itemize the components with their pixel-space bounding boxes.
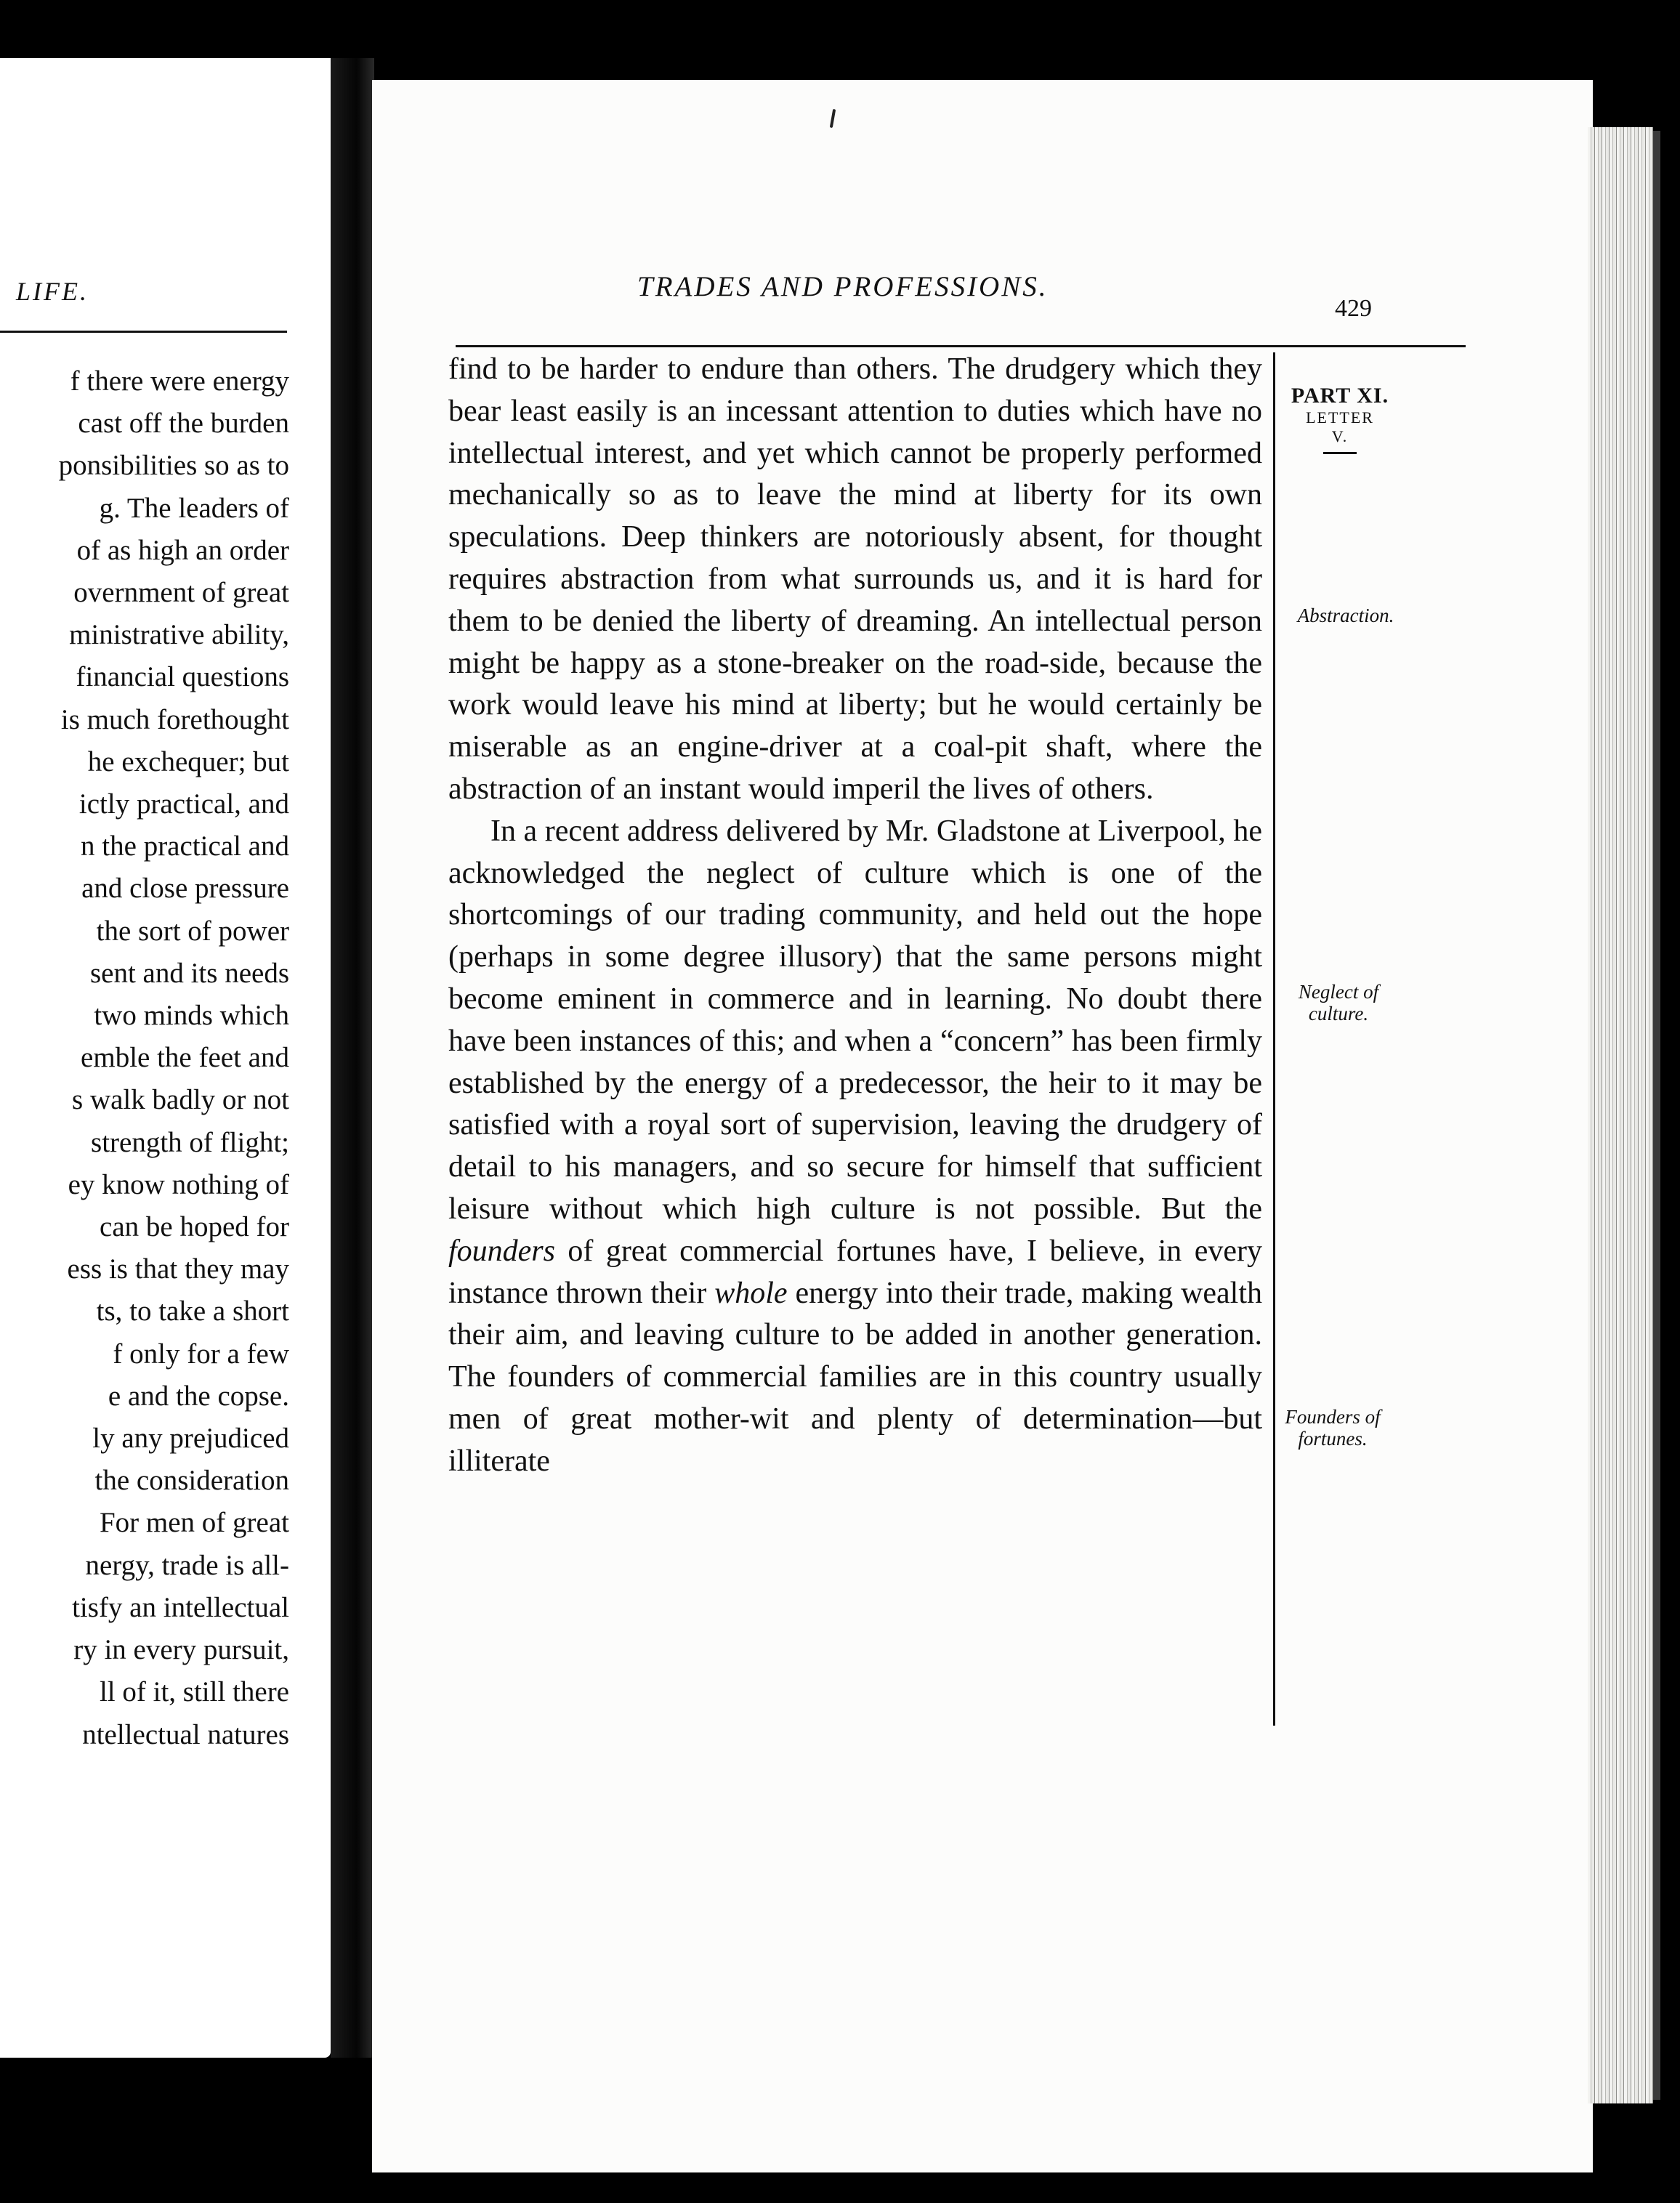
left-text-line: ictly practical, and: [78, 788, 289, 820]
left-text-line: the sort of power: [96, 915, 289, 947]
left-text-line: ey know nothing of: [68, 1168, 289, 1200]
letter-number: V.: [1331, 427, 1349, 445]
left-text-line: f there were energy: [70, 365, 289, 397]
part-label: PART XI.: [1291, 384, 1389, 408]
letter-label: LETTER: [1306, 408, 1374, 427]
side-note-neglect: [1277, 981, 1400, 1024]
side-note-founders-line-2: fortunes.: [1298, 1428, 1368, 1450]
left-text-line: g. The leaders of: [99, 492, 289, 524]
side-note-founders-line-1: Founders of: [1285, 1406, 1381, 1428]
page-number: 429: [1335, 295, 1372, 322]
side-note-neglect-line-1: Neglect of: [1298, 981, 1379, 1003]
left-text-line: emble the feet and: [81, 1042, 289, 1074]
left-text-line: ly any prejudiced: [92, 1423, 289, 1455]
left-page-text: [59, 360, 289, 1756]
paragraph-2-part-c: energy into their trade, making wealth their aim, and leaving culture to be added in another generation. The founders of commercial families are in this country usually men of great mother-wit and plenty of determination—but illiterate: [448, 1276, 1263, 1478]
marker-dash: [1323, 452, 1357, 454]
left-text-line: ntellectual natures: [82, 1718, 289, 1750]
margin-column-rule: [1273, 352, 1275, 1726]
scan-mark: [830, 109, 836, 128]
left-text-line: and close pressure: [81, 873, 289, 905]
right-page: [372, 80, 1593, 2172]
right-header-rule: [456, 345, 1466, 347]
left-text-line: ry in every pursuit,: [73, 1634, 289, 1666]
left-text-line: financial questions: [76, 661, 289, 693]
paragraph-2-part-a: In a recent address delivered by Mr. Gladstone at Liverpool, he acknowledged the neglect of culture which is one of the shortcomings of our trading community, and held out the hope (perhaps in some degree illusory) that the same persons might become eminent in commerce and in learning. No doubt there have been instances of this; and when a “concern” has been firmly established by the energy of a predecessor, the heir to it may be satisfied with a royal sort of supervision, leaving the drudgery of detail to his managers, and so secure for himself that sufficient leisure without which high culture is not possible. But the: [448, 814, 1262, 1226]
left-page: [0, 58, 331, 2058]
side-note-founders: [1267, 1406, 1398, 1450]
side-note-abstraction: Abstraction.: [1297, 605, 1394, 626]
left-text-line: strength of flight;: [91, 1126, 289, 1158]
left-text-line: two minds which: [94, 1000, 289, 1032]
left-text-line: sent and its needs: [89, 957, 289, 989]
left-text-line: ess is that they may: [67, 1253, 289, 1285]
left-text-line: cast off the burden: [78, 408, 289, 440]
left-text-line: he exchequer; but: [87, 745, 289, 777]
left-text-line: ponsibilities so as to: [58, 450, 289, 482]
paragraph-2-part-b: of great commercial fortunes have, I believe, in every instance thrown their: [448, 1234, 1262, 1310]
left-text-line: e and the copse.: [108, 1380, 289, 1412]
left-text-line: ts, to take a short: [96, 1295, 289, 1327]
left-text-line: n the practical and: [81, 830, 289, 862]
left-text-line: ll of it, still there: [99, 1676, 289, 1708]
right-running-head: TRADES AND PROFESSIONS.: [637, 271, 1049, 302]
left-text-line: f only for a few: [113, 1338, 289, 1370]
left-running-head: LIFE.: [16, 277, 89, 306]
left-text-line: nergy, trade is all-: [85, 1549, 289, 1581]
left-text-line: s walk badly or not: [72, 1084, 289, 1116]
left-text-line: is much forethought: [60, 703, 289, 735]
paragraph-2: [448, 811, 1262, 1483]
side-note-neglect-line-2: culture.: [1308, 1003, 1369, 1024]
left-text-line: can be hoped for: [100, 1211, 289, 1243]
founders-italic: founders: [448, 1234, 555, 1268]
page-edge-shadow: [1653, 131, 1660, 2100]
left-text-line: the consideration: [94, 1465, 289, 1497]
whole-italic: whole: [714, 1276, 788, 1310]
left-text-line: ministrative ability,: [69, 619, 289, 651]
part-letter-marker: [1289, 384, 1391, 454]
book-gutter: [331, 58, 374, 2058]
left-text-line: For men of great: [99, 1507, 289, 1539]
page-edges: [1588, 127, 1653, 2103]
left-header-rule: [0, 331, 287, 333]
left-text-line: overnment of great: [73, 577, 289, 609]
left-text-line: of as high an order: [76, 534, 289, 566]
paragraph-1: find to be harder to endure than others. The drudgery which they bear least easily is an incessant attention to duties which have no intellectual interest, and yet which cannot be properly performed mechanically so as to leave the mind at liberty for its own speculations. Deep thinkers are notoriously absent, for thought requires abstraction from what surrounds us, and it is hard for them to be denied the liberty of dreaming. An intellectual person might be happy as a stone-breaker on the road-side, because the work would leave his mind at liberty; but he would certainly be miserable as an engine-driver at a coal-pit shaft, where the abstraction of an instant would imperil the lives of others.: [448, 352, 1262, 806]
main-text: [448, 349, 1262, 1483]
left-text-line: tisfy an intellectual: [72, 1591, 289, 1623]
